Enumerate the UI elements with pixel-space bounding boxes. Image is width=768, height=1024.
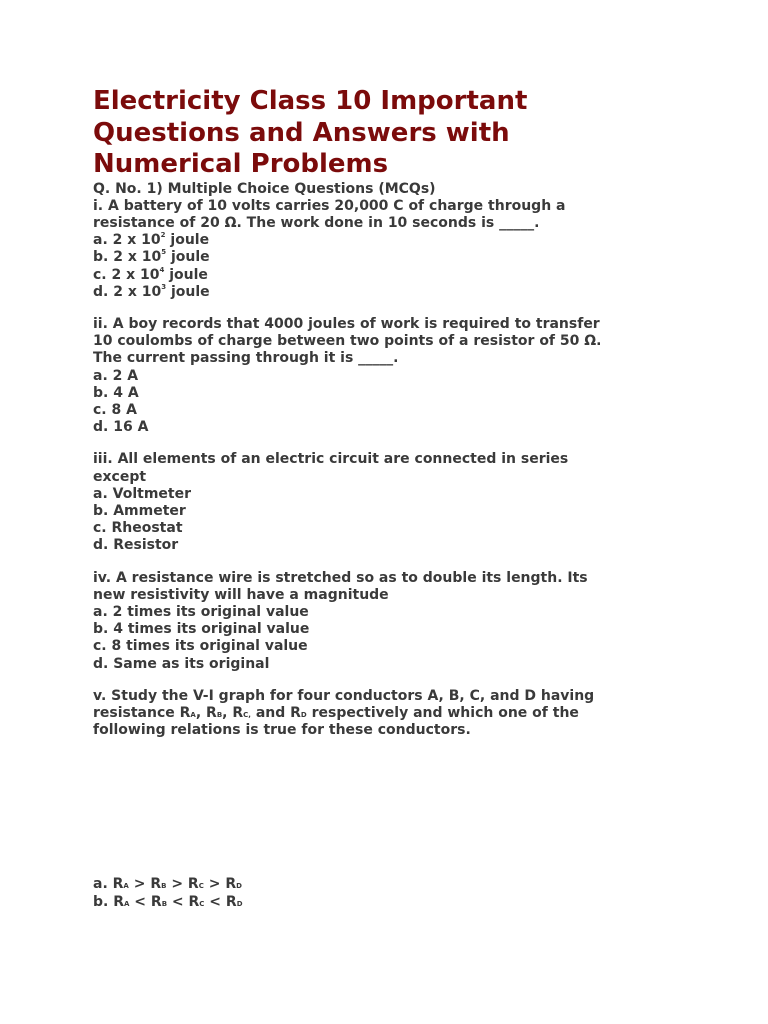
spacer [93, 673, 663, 688]
question-2 [93, 316, 663, 436]
question-2-text-line-1: ii. A boy records that 4000 joules of work is required to transfer [93, 315, 600, 332]
question-2-option-b: b. 4 A [93, 384, 139, 401]
question-1-text-line-1: i. A battery of 10 volts carries 20,000 C of charge through a [93, 197, 566, 214]
question-4-option-b: b. 4 times its original value [93, 621, 310, 638]
question-4-option-a: a. 2 times its original value [93, 603, 309, 620]
question-1-option-c: c. 2 x $10^4$ joule [93, 265, 208, 283]
question-3-option-a: a. Voltmeter [93, 485, 191, 502]
question-2-text-line-2: 10 coulombs of charge between two points of a resistor of 50 Ω. [93, 333, 602, 350]
question-4-text-line-2: new resistivity will have a magnitude [93, 586, 389, 603]
question-4-option-c: c. 8 times its original value [93, 638, 308, 655]
question-3-text-line-2: except [93, 468, 147, 485]
question-1-option-d: d. 2 x $10^3$ joule [93, 282, 210, 300]
title-line-2: Questions and Answers with [93, 117, 510, 148]
question-1 [93, 198, 663, 301]
question-5-option-b: b. RA < RB < RC < RD [93, 893, 243, 910]
question-1-option-a: a. 2 x $10^2$ joule [93, 231, 210, 249]
question-1-option-b: b. 2 x $10^5$ joule [93, 248, 210, 266]
document-content [93, 181, 663, 911]
title-line-1: Electricity Class 10 Important [93, 86, 528, 116]
question-5-text-line-3: following relations is true for these conductors. [93, 722, 471, 739]
document-page [93, 86, 663, 911]
question-3-option-c: c. Rheostat [93, 520, 183, 537]
question-5-option-a: a. RA > RB > RC > RD [93, 876, 242, 893]
question-2-text-line-3: The current passing through it is _____. [93, 350, 399, 367]
spacer [93, 301, 663, 316]
question-2-option-a: a. 2 A [93, 367, 139, 384]
question-3-text-line-1: iii. All elements of an electric circuit are connected in series [93, 451, 569, 468]
question-5-text-line-2: resistance RA, RB, RC, and RD respectively and which one of the [93, 704, 579, 721]
question-2-option-c: c. 8 A [93, 401, 137, 418]
question-4-option-d: d. Same as its original [93, 655, 270, 672]
question-1-text-line-2: resistance of 20 Ω. The work done in 10 seconds is _____. [93, 214, 540, 231]
question-3 [93, 451, 663, 554]
question-5 [93, 688, 663, 911]
question-4 [93, 570, 663, 673]
question-3-option-b: b. Ammeter [93, 502, 186, 519]
graph-placeholder [93, 739, 663, 876]
spacer [93, 555, 663, 570]
question-4-text-line-1: iv. A resistance wire is stretched so as to double its length. Its [93, 569, 588, 586]
question-2-option-d: d. 16 A [93, 419, 149, 436]
title-line-3: Numerical Problems [93, 149, 389, 179]
spacer [93, 436, 663, 451]
section-heading: Q. No. 1) Multiple Choice Questions (MCQs) [93, 180, 436, 197]
question-3-option-d: d. Resistor [93, 537, 179, 554]
page-title [93, 86, 663, 181]
question-5-text-line-1: v. Study the V-I graph for four conductors A, B, C, and D having [93, 687, 595, 704]
